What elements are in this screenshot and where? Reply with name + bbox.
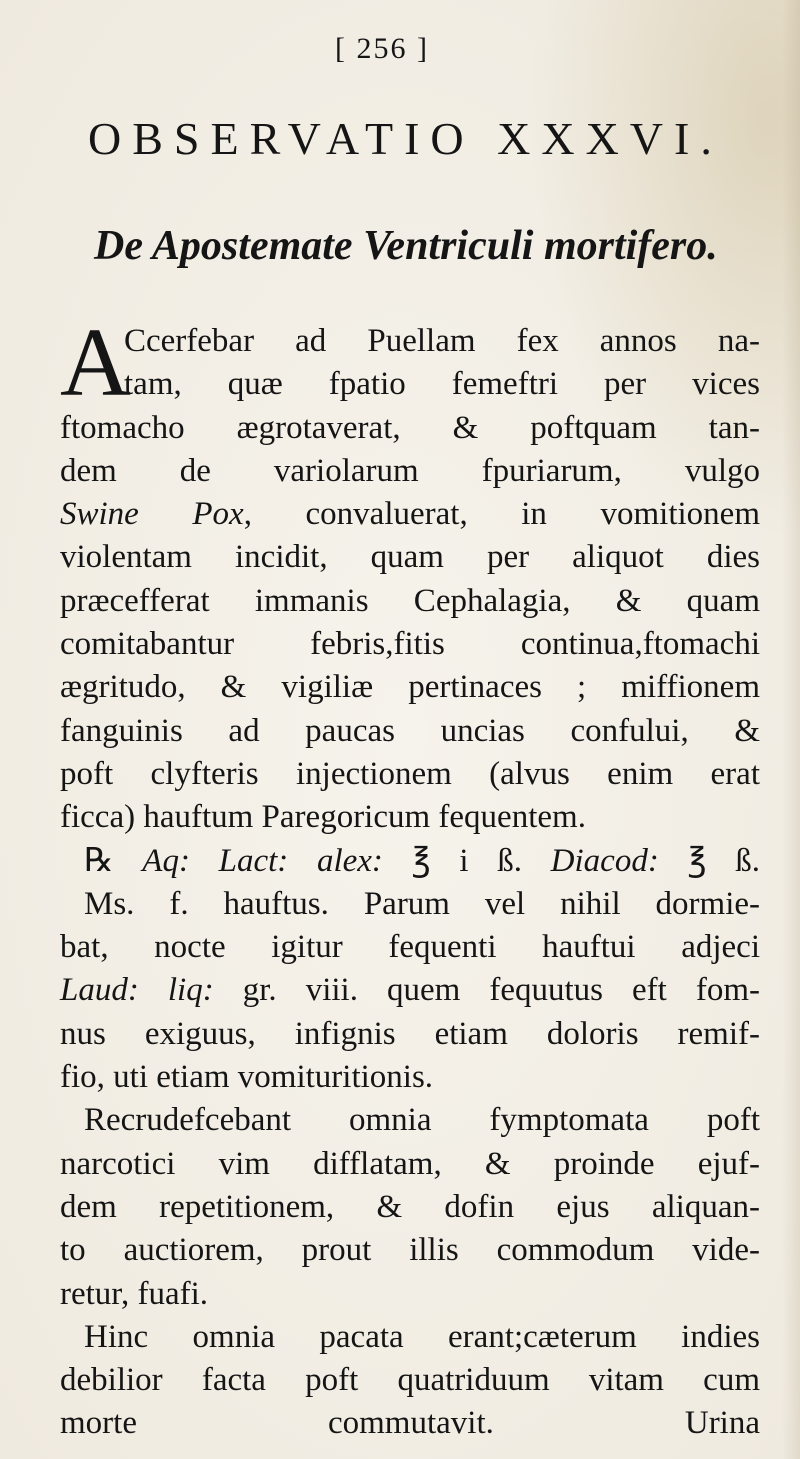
text-segment: præcefferat immanis Cephalagia, & quam bbox=[60, 582, 760, 619]
text-segment: violentam incidit, quam per aliquot dies bbox=[60, 539, 760, 576]
text-segment: narcotici vim difflatam, & proinde ejuf- bbox=[60, 1145, 760, 1182]
text-line bbox=[60, 536, 760, 579]
text-line bbox=[60, 796, 760, 839]
italic-text: Diacod: bbox=[550, 842, 659, 879]
page-number: [ 256 ] bbox=[335, 32, 429, 65]
text-segment: poft clyfteris injectionem (alvus enim erat bbox=[60, 755, 760, 792]
drop-cap-block bbox=[60, 309, 760, 417]
text-line bbox=[60, 580, 760, 623]
page-edge-shadow bbox=[782, 0, 800, 1459]
text-segment: ficca) hauftum Paregoricum fequentem. bbox=[60, 799, 586, 836]
text-segment: ℥ i ß. bbox=[382, 842, 551, 879]
text-segment: dem repetitionem, & dofin ejus aliquan- bbox=[60, 1188, 760, 1225]
text-line bbox=[124, 320, 760, 363]
text-line bbox=[60, 840, 760, 883]
text-line bbox=[60, 926, 760, 969]
italic-text: Aq: Lact: alex: bbox=[142, 842, 383, 879]
paragraph-lines bbox=[60, 407, 760, 1446]
text-line bbox=[124, 363, 760, 406]
body-text bbox=[60, 309, 761, 1446]
text-segment: morte commutavit. Urina bbox=[60, 1405, 760, 1442]
text-line bbox=[60, 1359, 760, 1402]
observation-subtitle: De Apostemate Ventriculi mortifero. bbox=[94, 223, 718, 269]
text-segment: fio, uti etiam vomituritionis. bbox=[60, 1059, 434, 1096]
text-line bbox=[60, 1143, 760, 1186]
text-line bbox=[60, 450, 760, 493]
text-segment: gr. viii. quem fequutus eft fom- bbox=[213, 972, 760, 1009]
text-segment: Ccerfebar ad Puellam fex annos na- bbox=[124, 323, 760, 359]
text-segment: debilior facta poft quatriduum vitam cum bbox=[60, 1362, 760, 1399]
text-segment: fanguinis ad paucas uncias confului, & bbox=[60, 712, 760, 749]
text-line bbox=[60, 1402, 760, 1445]
text-line bbox=[60, 969, 760, 1012]
text-segment: nus exiguus, infignis etiam doloris remif- bbox=[60, 1015, 760, 1052]
text-segment: ℥ ß. bbox=[658, 842, 761, 879]
text-line bbox=[60, 493, 760, 536]
text-segment: , convaluerat, in vomitionem bbox=[243, 496, 760, 533]
text-line bbox=[60, 753, 760, 796]
text-segment: tam, quæ fpatio femeftri per vices bbox=[124, 366, 760, 403]
text-line bbox=[60, 1273, 760, 1316]
text-line bbox=[60, 883, 760, 926]
text-segment: retur, fuafi. bbox=[60, 1275, 209, 1312]
text-segment: to auctiorem, prout illis commodum vide- bbox=[60, 1232, 760, 1269]
text-line bbox=[60, 666, 760, 709]
text-line bbox=[60, 1056, 760, 1099]
text-line bbox=[60, 623, 760, 666]
italic-text: Laud: liq: bbox=[60, 972, 214, 1009]
observation-title: OBSERVATIO XXXVI. bbox=[88, 113, 723, 164]
text-segment: Ms. f. hauftus. Parum vel nihil dormie- bbox=[84, 885, 760, 922]
text-line bbox=[60, 1316, 760, 1359]
text-segment: dem de variolarum fpuriarum, vulgo bbox=[60, 452, 760, 489]
text-line bbox=[60, 1099, 760, 1142]
italic-text: Swine Pox bbox=[60, 496, 244, 533]
text-segment: comitabantur febris,fitis continua,ftomachi bbox=[60, 626, 760, 663]
text-line bbox=[60, 1186, 760, 1229]
drop-cap: A bbox=[60, 309, 131, 417]
text-line bbox=[60, 710, 760, 753]
text-segment: ftomacho ægrotaverat, & poftquam tan- bbox=[60, 409, 760, 446]
text-segment: bat, nocte igitur fequenti hauftui adjeci bbox=[60, 929, 760, 966]
text-line bbox=[60, 1229, 760, 1272]
text-segment: ægritudo, & vigiliæ pertinaces ; miffionem bbox=[60, 669, 760, 706]
text-segment: Hinc omnia pacata erant;cæterum indies bbox=[84, 1318, 760, 1355]
text-line bbox=[60, 407, 760, 450]
text-segment: ℞ bbox=[84, 842, 143, 879]
text-line bbox=[60, 1013, 760, 1056]
text-segment: Recrudefcebant omnia fymptomata poft bbox=[84, 1102, 760, 1139]
